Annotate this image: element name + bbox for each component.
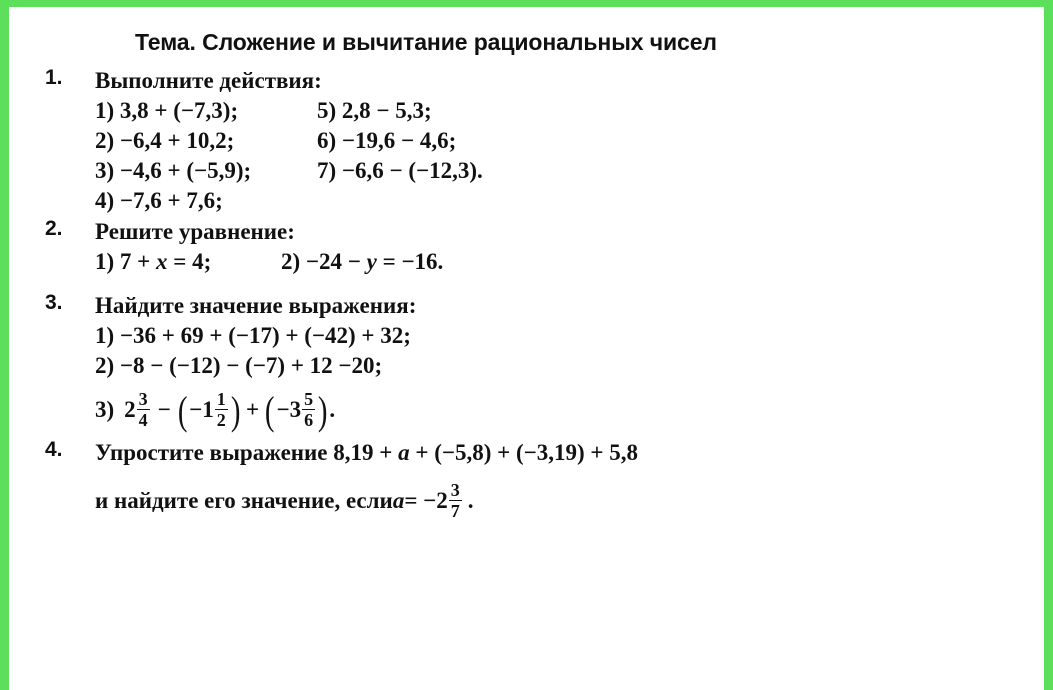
task-3-term-c-numerator: 5	[304, 388, 314, 409]
task-3-item-3	[95, 388, 416, 434]
task-3-term-a	[124, 388, 151, 430]
task-3-item-1: 1) −36 + 69 + (−17) + (−42) + 32;	[95, 323, 411, 349]
task-1-item-5: 5) 2,8 − 5,3;	[317, 97, 432, 123]
task-3-operator-1: −	[157, 397, 171, 423]
task-3-term-b-numerator: 1	[216, 388, 226, 409]
task-1-item-3: 3) −4,6 + (−5,9);	[95, 157, 252, 183]
task-1-item-6: 6) −19,6 − 4,6;	[317, 127, 457, 153]
task-2-item-2	[281, 247, 443, 277]
task-1-lead: Выполните действия:	[95, 68, 322, 93]
task-3-term-c-denominator: 6	[304, 409, 314, 430]
task-4-line-2-equals: = −2	[404, 488, 448, 514]
task-3-right-paren-2: )	[317, 388, 328, 434]
task-4-fraction-denominator: 7	[450, 500, 460, 521]
task-3-term-b-denominator: 2	[216, 409, 226, 430]
task-3-term-c-fraction	[302, 390, 315, 429]
task-3-term-c	[276, 388, 316, 430]
task-2	[9, 217, 1044, 277]
task-1-right-column	[317, 96, 483, 216]
task-4-line-1	[95, 438, 638, 468]
task-4-line-1-suffix: + (−5,8) + (−3,19) + 5,8	[409, 439, 639, 465]
task-1-item-4: 4) −7,6 + 7,6;	[95, 187, 223, 213]
task-2-item-2-variable: y	[366, 249, 377, 275]
task-2-item-1	[95, 247, 281, 277]
task-1-item-1: 1) 3,8 + (−7,3);	[95, 97, 239, 123]
task-2-number: 2.	[45, 217, 63, 241]
task-3-term-a-integer: 2	[124, 397, 136, 423]
task-1-number: 1.	[45, 66, 63, 89]
task-1	[9, 66, 1044, 215]
task-3-term-a-denominator: 4	[138, 409, 148, 430]
task-3-number: 3.	[45, 291, 63, 315]
task-4-line-2-end: .	[467, 488, 474, 514]
task-3-term-a-fraction	[137, 390, 150, 429]
task-3-term-a-numerator: 3	[138, 388, 148, 409]
task-3-operator-2: +	[246, 397, 260, 423]
task-1-columns	[95, 96, 483, 216]
task-3-lead: Найдите значение выражения:	[95, 293, 417, 319]
task-2-item-2-suffix: = −16.	[376, 249, 444, 275]
task-4-line-2-variable: a	[392, 488, 405, 514]
task-1-item-2: 2) −6,4 + 10,2;	[95, 127, 235, 153]
task-1-item-7: 7) −6,6 − (−12,3).	[317, 157, 483, 183]
task-4-body	[95, 438, 638, 521]
task-3	[9, 291, 1044, 434]
worksheet-content	[9, 7, 1044, 690]
task-4-fraction-numerator: 3	[450, 479, 460, 500]
page-title: Тема. Сложение и вычитание рациональных чисел	[135, 29, 717, 55]
task-4-line-2-prefix: и найдите его значение, если	[95, 488, 393, 514]
task-2-item-1-suffix: = 4;	[167, 249, 212, 275]
task-3-term-b-fraction	[215, 390, 228, 429]
task-2-item-1-prefix: 1) 7 +	[95, 249, 157, 275]
task-3-item-2: 2) −8 − (−12) − (−7) + 12 −20;	[95, 353, 383, 379]
task-2-items	[95, 247, 443, 277]
task-3-term-b-integer: −1	[189, 397, 214, 423]
task-4-line-2	[95, 479, 638, 521]
task-3-right-paren-1: )	[230, 388, 241, 434]
task-2-body	[95, 217, 443, 277]
task-4	[9, 438, 1044, 521]
task-1-left-column	[95, 96, 317, 216]
task-3-left-paren-1: (	[177, 388, 188, 434]
task-3-item-3-prefix: 3)	[95, 397, 115, 423]
task-4-number: 4.	[45, 437, 63, 461]
task-3-body	[95, 291, 417, 434]
task-2-item-1-variable: x	[156, 249, 168, 275]
task-2-lead: Решите уравнение:	[95, 219, 295, 245]
spacer	[9, 277, 1044, 285]
task-3-term-c-integer: −3	[276, 397, 302, 423]
task-4-line-1-variable: a	[398, 439, 410, 465]
task-4-line-1-prefix: Упростите выражение 8,19 +	[95, 439, 399, 465]
task-3-item-3-suffix: .	[329, 397, 336, 423]
task-3-left-paren-2: (	[265, 388, 275, 434]
task-2-item-2-prefix: 2) −24 −	[281, 249, 367, 275]
task-3-term-b	[189, 388, 229, 430]
task-1-body	[95, 66, 483, 215]
task-4-fraction	[449, 481, 462, 520]
